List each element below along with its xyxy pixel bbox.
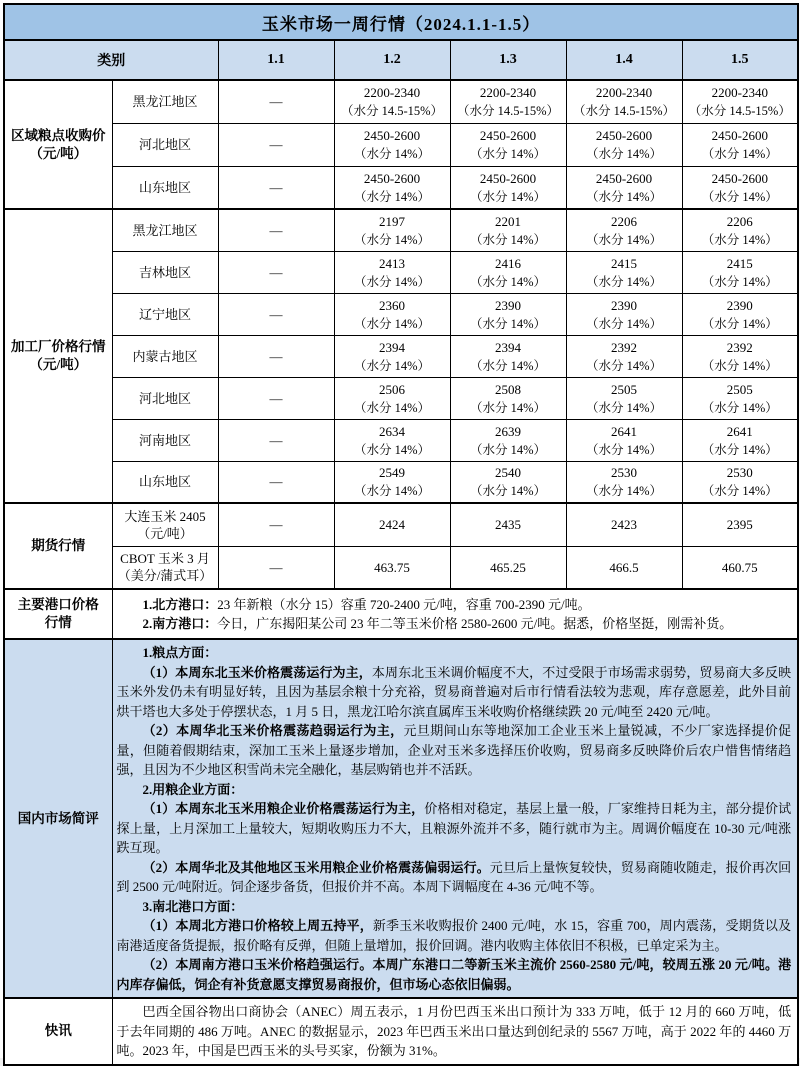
price-cell: [334, 123, 450, 166]
price-cell: [566, 293, 682, 335]
price-value: 2360: [379, 297, 405, 313]
row-label-line: 河南地区: [138, 432, 191, 448]
paragraph: [117, 780, 792, 800]
moisture-note: （水分 14%）: [469, 400, 547, 415]
price-cell: [218, 123, 334, 166]
price-value: 2549: [379, 465, 405, 481]
row-label: [112, 419, 218, 461]
row-label: [112, 166, 218, 209]
text-run: 新季玉米收购报价 2400 元/吨，水 15，容重 700，周内震荡，受期货以及南港适度备货提振，报价略有反弹，但随上量增加，报价回调。港内收购主体依旧不积极，已单定采为主。: [116, 918, 792, 953]
price-value: —: [269, 348, 283, 364]
section-label-news-flash: [4, 998, 112, 1065]
moisture-note: （水分 14%）: [585, 484, 663, 499]
price-value: —: [269, 432, 283, 448]
price-value: 2450-2600: [363, 128, 421, 143]
price-value: 2392: [726, 339, 753, 355]
paragraph: [117, 799, 792, 858]
price-value: 2394: [379, 339, 405, 355]
price-value: —: [269, 137, 283, 152]
section-label-line: （元/吨）: [29, 145, 88, 161]
price-cell: [682, 80, 798, 123]
price-value: —: [269, 517, 283, 533]
price-cell: [450, 377, 566, 419]
price-cell: [218, 166, 334, 209]
section-label-line: 国内市场简评: [17, 810, 99, 826]
section-label-ports: [4, 589, 112, 639]
price-cell: [218, 377, 334, 419]
moisture-note: （水分 14%）: [585, 400, 663, 415]
table-row: [4, 419, 798, 461]
price-cell: [566, 251, 682, 293]
text-run: 本周东北玉米调价幅度不大，不过受限于市场需求弱势，贸易商大多反映玉米外发仍未有明显好转，且因为基层余粮十分充裕，贸易商普遍对后市行情看法较为悲观，库存意愿差，此外目前烘干塔也大多处于停摆状态，1 月 5 日，黑龙江哈尔滨直属库玉米收购价格继续跌 20 元/吨至 2420 元/吨。: [116, 664, 792, 719]
text-run: （2）本周华北及其他地区玉米用粮企业价格震荡偏弱运行。: [142, 859, 490, 875]
section-label-line: 加工厂价格行情: [11, 339, 106, 354]
news-flash-content: [112, 998, 798, 1065]
price-cell: [334, 546, 450, 589]
text-run: 元旦后上量恢复较快，贸易商随收随走，报价再次回到 2500 元/吨附近。饲企逐步备货，但报价并不高。本周下调幅度在 4-36 元/吨不等。: [116, 859, 792, 894]
domestic-review-content: [112, 639, 798, 998]
price-cell: [334, 293, 450, 335]
price-cell: [566, 546, 682, 589]
table-row: [4, 639, 798, 998]
moisture-note: （水分 14%）: [353, 400, 431, 415]
paragraph: [117, 614, 792, 634]
price-value: 2200-2340: [479, 85, 537, 101]
price-cell: [682, 123, 798, 166]
price-value: 2394: [495, 339, 521, 355]
row-label-line: 内蒙古地区: [132, 348, 198, 364]
price-cell: [218, 293, 334, 335]
price-cell: [450, 546, 566, 589]
price-cell: [218, 335, 334, 377]
price-value: 2641: [726, 423, 753, 439]
paragraph: [117, 916, 792, 955]
price-cell: [566, 209, 682, 251]
row-label-line: 河北地区: [138, 390, 191, 406]
price-value: 2200-2340: [363, 85, 421, 101]
price-value: 2641: [611, 423, 637, 439]
price-value: 2197: [379, 213, 405, 229]
moisture-note: （水分 14%）: [469, 442, 547, 457]
table-row: [4, 998, 798, 1065]
price-value: —: [269, 559, 283, 575]
price-cell: [682, 377, 798, 419]
text-run: （2）本周南方港口玉米价格趋强运行。本周广东港口二等新玉米主流价 2560-2580 元/吨，较周五涨 20 元/吨。港内库存偏低，饲企有补货意愿支撑贸易商报价，但市场心态依旧偏弱。: [116, 957, 792, 992]
moisture-note: （水分 14%）: [353, 274, 431, 289]
column-header-date-1: 1.1: [218, 40, 334, 80]
price-value: 2450-2600: [711, 170, 768, 186]
table-row: [4, 335, 798, 377]
price-value: —: [269, 390, 283, 406]
report-title: 玉米市场一周行情（2024.1.1-1.5）: [4, 4, 798, 40]
price-value: 2508: [495, 381, 521, 397]
price-value: 460.75: [721, 559, 758, 575]
text-run: 2.用粮企业方面：: [142, 781, 244, 797]
moisture-note: （水分 14%）: [701, 147, 778, 161]
row-label-line: （美分/蒲式耳）: [117, 568, 213, 584]
price-cell: [334, 503, 450, 546]
price-cell: [566, 503, 682, 546]
column-header-date-3: 1.3: [450, 40, 566, 80]
price-cell: [450, 166, 566, 209]
row-label: [112, 80, 218, 123]
paragraph: [117, 897, 792, 917]
row-label-line: 山东地区: [138, 179, 191, 195]
price-value: —: [269, 94, 283, 110]
row-label-line: 辽宁地区: [138, 306, 191, 322]
text-run: 元旦期间山东等地深加工企业玉米上量锐减，不少厂家选择提价促量，但随着假期结束，深加工玉米上量逐步增加，企业对玉米多选择压价收购，贸易商多反映降价后农户惜售情绪趋强，且因为不少地区积雪尚未完全融化，基层购销也并不活跃。: [116, 723, 792, 777]
price-value: 2413: [379, 255, 405, 271]
row-label: [112, 335, 218, 377]
price-cell: [682, 461, 798, 503]
price-value: 2506: [379, 381, 405, 397]
column-header-date-2: 1.2: [334, 40, 450, 80]
title-row: [4, 4, 798, 40]
price-value: 2390: [495, 297, 521, 313]
price-value: 2450-2600: [479, 170, 537, 186]
price-value: 2540: [495, 465, 521, 481]
price-value: 2423: [611, 517, 637, 533]
moisture-note: （水分 14%）: [469, 147, 547, 161]
price-value: 2390: [611, 297, 637, 313]
price-value: 2390: [726, 297, 753, 313]
text-run: 2.南方港口：: [142, 616, 218, 631]
price-value: 2450-2600: [595, 128, 653, 143]
price-value: 2450-2600: [711, 128, 768, 143]
price-cell: [682, 293, 798, 335]
price-value: 2200-2340: [711, 85, 768, 101]
price-cell: [450, 80, 566, 123]
price-value: 466.5: [609, 559, 639, 575]
price-cell: [218, 546, 334, 589]
price-cell: [566, 335, 682, 377]
row-label-line: 黑龙江地区: [132, 222, 198, 238]
moisture-note: （水分 14%）: [353, 316, 431, 331]
price-value: 2424: [379, 517, 405, 533]
row-label: [112, 123, 218, 166]
price-value: —: [269, 179, 283, 195]
section-label-line: 快讯: [44, 1023, 72, 1039]
price-cell: [450, 293, 566, 335]
moisture-note: （水分 14%）: [469, 189, 547, 204]
moisture-note: （水分 14%）: [353, 358, 431, 373]
row-label: [112, 503, 218, 546]
paragraph: [117, 858, 792, 897]
text-run: 3.南北港口方面：: [142, 898, 244, 914]
price-cell: [334, 251, 450, 293]
text-run: （2）本周华北玉米价格震荡趋弱运行为主，: [142, 723, 404, 738]
moisture-note: （水分 14%）: [701, 442, 778, 457]
moisture-note: （水分 14%）: [701, 316, 778, 331]
moisture-note: （水分 14%）: [585, 442, 663, 457]
paragraph: [117, 1002, 792, 1061]
price-cell: [682, 335, 798, 377]
table-row: [4, 461, 798, 503]
moisture-note: （水分 14%）: [701, 274, 778, 289]
price-cell: [450, 461, 566, 503]
price-cell: [334, 209, 450, 251]
paragraph: [117, 721, 792, 780]
paragraph: [117, 663, 792, 722]
row-label-line: 河北地区: [138, 137, 191, 152]
table-row: [4, 251, 798, 293]
table-row: [4, 546, 798, 589]
price-cell: [566, 377, 682, 419]
price-value: 2505: [726, 381, 753, 397]
price-value: —: [269, 264, 283, 280]
price-value: 2450-2600: [479, 128, 537, 143]
price-value: 2392: [611, 339, 637, 355]
section-label-line: 区域粮点收购价: [11, 127, 106, 143]
moisture-note: （水分 14%）: [701, 358, 778, 373]
price-cell: [334, 461, 450, 503]
table-row: [4, 503, 798, 546]
price-value: 2634: [379, 423, 405, 439]
price-cell: [334, 419, 450, 461]
price-cell: [450, 503, 566, 546]
moisture-note: （水分 14%）: [353, 484, 431, 499]
moisture-note: （水分 14%）: [585, 316, 663, 331]
moisture-note: （水分 14.5-15%）: [572, 104, 676, 119]
table-row: [4, 589, 798, 639]
row-label-line: 山东地区: [138, 474, 191, 490]
text-run: （1）本周北方港口价格较上周五持平，: [142, 918, 373, 933]
price-cell: [566, 461, 682, 503]
moisture-note: （水分 14%）: [701, 189, 778, 204]
price-value: 2415: [726, 255, 753, 271]
text-run: 今日，广东揭阳某公司 23 年二等玉米价格 2580-2600 元/吨。据悉，价格坚挺，刚需补货。: [217, 616, 733, 631]
price-value: 463.75: [374, 559, 410, 575]
text-run: 价格相对稳定，基层上量一般，厂家维持日耗为主，部分提价试探上量，上月深加工上量较大，短期收购压力不大，且粮源外流并不多，随行就市为主。周调价幅度在 10-30 元/吨涨跌互现。: [116, 801, 792, 855]
price-cell: [334, 377, 450, 419]
price-cell: [218, 80, 334, 123]
table-row: [4, 209, 798, 251]
section-label-futures: [4, 503, 112, 589]
row-label: [112, 546, 218, 589]
paragraph: [117, 643, 792, 663]
moisture-note: （水分 14%）: [469, 358, 547, 373]
price-value: —: [269, 222, 283, 238]
moisture-note: （水分 14%）: [585, 147, 663, 161]
price-value: —: [269, 474, 283, 490]
moisture-note: （水分 14.5-15%）: [456, 104, 560, 119]
moisture-note: （水分 14%）: [469, 316, 547, 331]
section-label-line: 行情: [44, 615, 72, 630]
row-label-line: （元/吨）: [137, 525, 193, 541]
row-label: [112, 293, 218, 335]
row-label: [112, 251, 218, 293]
moisture-note: （水分 14%）: [585, 232, 663, 247]
price-cell: [566, 166, 682, 209]
text-run: （1）本周东北玉米用粮企业价格震荡运行为主，: [142, 801, 425, 816]
price-value: —: [269, 306, 283, 322]
moisture-note: （水分 14.5-15%）: [340, 104, 444, 119]
price-value: 2206: [726, 213, 753, 229]
row-label-line: CBOT 玉米 3 月: [120, 551, 210, 567]
moisture-note: （水分 14%）: [353, 442, 431, 457]
row-label: [112, 209, 218, 251]
price-cell: [450, 419, 566, 461]
text-run: 1.北方港口：: [142, 596, 218, 612]
price-cell: [450, 251, 566, 293]
price-cell: [682, 166, 798, 209]
price-value: 2505: [611, 381, 637, 397]
price-cell: [566, 123, 682, 166]
price-cell: [218, 251, 334, 293]
price-cell: [682, 251, 798, 293]
table-row: [4, 166, 798, 209]
price-cell: [682, 209, 798, 251]
price-cell: [566, 419, 682, 461]
price-cell: [218, 209, 334, 251]
price-cell: [218, 461, 334, 503]
price-cell: [334, 166, 450, 209]
price-value: 465.25: [490, 559, 526, 575]
price-cell: [682, 546, 798, 589]
price-cell: [682, 503, 798, 546]
price-value: 2206: [611, 213, 637, 229]
text-run: 1.粮点方面：: [142, 645, 218, 660]
section-label-line: 期货行情: [31, 538, 86, 553]
moisture-note: （水分 14%）: [701, 484, 778, 499]
price-cell: [450, 209, 566, 251]
table-row: [4, 123, 798, 166]
table-row: [4, 293, 798, 335]
row-label-line: 吉林地区: [138, 264, 191, 280]
price-cell: [566, 80, 682, 123]
price-value: 2395: [726, 517, 753, 533]
table-row: [4, 377, 798, 419]
section-label-processing-plant: [4, 209, 112, 503]
row-label: [112, 377, 218, 419]
price-value: 2416: [495, 255, 521, 271]
moisture-note: （水分 14%）: [469, 232, 547, 247]
price-value: 2450-2600: [595, 170, 653, 186]
moisture-note: （水分 14%）: [469, 274, 547, 289]
column-header-date-4: 1.4: [566, 40, 682, 80]
moisture-note: （水分 14%）: [469, 484, 547, 499]
market-table: [3, 3, 799, 1066]
moisture-note: （水分 14%）: [585, 358, 663, 373]
moisture-note: （水分 14%）: [701, 232, 778, 247]
price-cell: [682, 419, 798, 461]
paragraph: [117, 595, 792, 615]
price-value: 2201: [495, 213, 521, 229]
moisture-note: （水分 14%）: [585, 274, 663, 289]
row-label: [112, 461, 218, 503]
section-label-domestic-review: [4, 639, 112, 998]
text-run: （1）本周东北玉米价格震荡运行为主，: [142, 664, 372, 680]
price-cell: [450, 335, 566, 377]
price-value: 2530: [611, 465, 637, 481]
price-value: 2450-2600: [363, 170, 421, 186]
text-run: 巴西全国谷物出口商协会（ANEC）周五表示，1 月份巴西玉米出口预计为 333 万吨，低于 12 月的 660 万吨，低于去年同期的 486 万吨。ANEC 的数据显示，2023 年巴西玉米出口量达到创纪录的 5567 万吨，高于 2022 年的 4460 万吨。2023 年，中国是巴西玉米的头号买家，份额为 31%。: [116, 1004, 792, 1058]
price-cell: [218, 503, 334, 546]
text-run: 23 年新粮（水分 15）容重 720-2400 元/吨，容重 700-2390 元/吨。: [217, 596, 591, 612]
table-row: [4, 80, 798, 123]
moisture-note: （水分 14%）: [353, 232, 431, 247]
row-label-line: 大连玉米 2405: [124, 508, 206, 524]
header-row: [4, 40, 798, 80]
price-value: 2415: [611, 255, 637, 271]
price-cell: [334, 80, 450, 123]
moisture-note: （水分 14%）: [701, 400, 778, 415]
price-value: 2435: [495, 517, 521, 533]
moisture-note: （水分 14%）: [585, 189, 663, 204]
paragraph: [117, 955, 792, 994]
price-cell: [218, 419, 334, 461]
column-header-category: 类别: [4, 40, 218, 80]
section-label-regional-purchase: [4, 80, 112, 209]
ports-content: [112, 589, 798, 639]
price-value: 2639: [495, 423, 521, 439]
price-cell: [334, 335, 450, 377]
moisture-note: （水分 14%）: [353, 189, 431, 204]
moisture-note: （水分 14.5-15%）: [688, 104, 791, 119]
moisture-note: （水分 14%）: [353, 147, 431, 161]
price-value: 2530: [726, 465, 753, 481]
column-header-date-5: 1.5: [682, 40, 798, 80]
price-cell: [450, 123, 566, 166]
section-label-line: （元/吨）: [29, 357, 88, 372]
section-label-line: 主要港口价格: [17, 597, 99, 612]
row-label-line: 黑龙江地区: [132, 94, 198, 110]
price-value: 2200-2340: [595, 85, 653, 101]
